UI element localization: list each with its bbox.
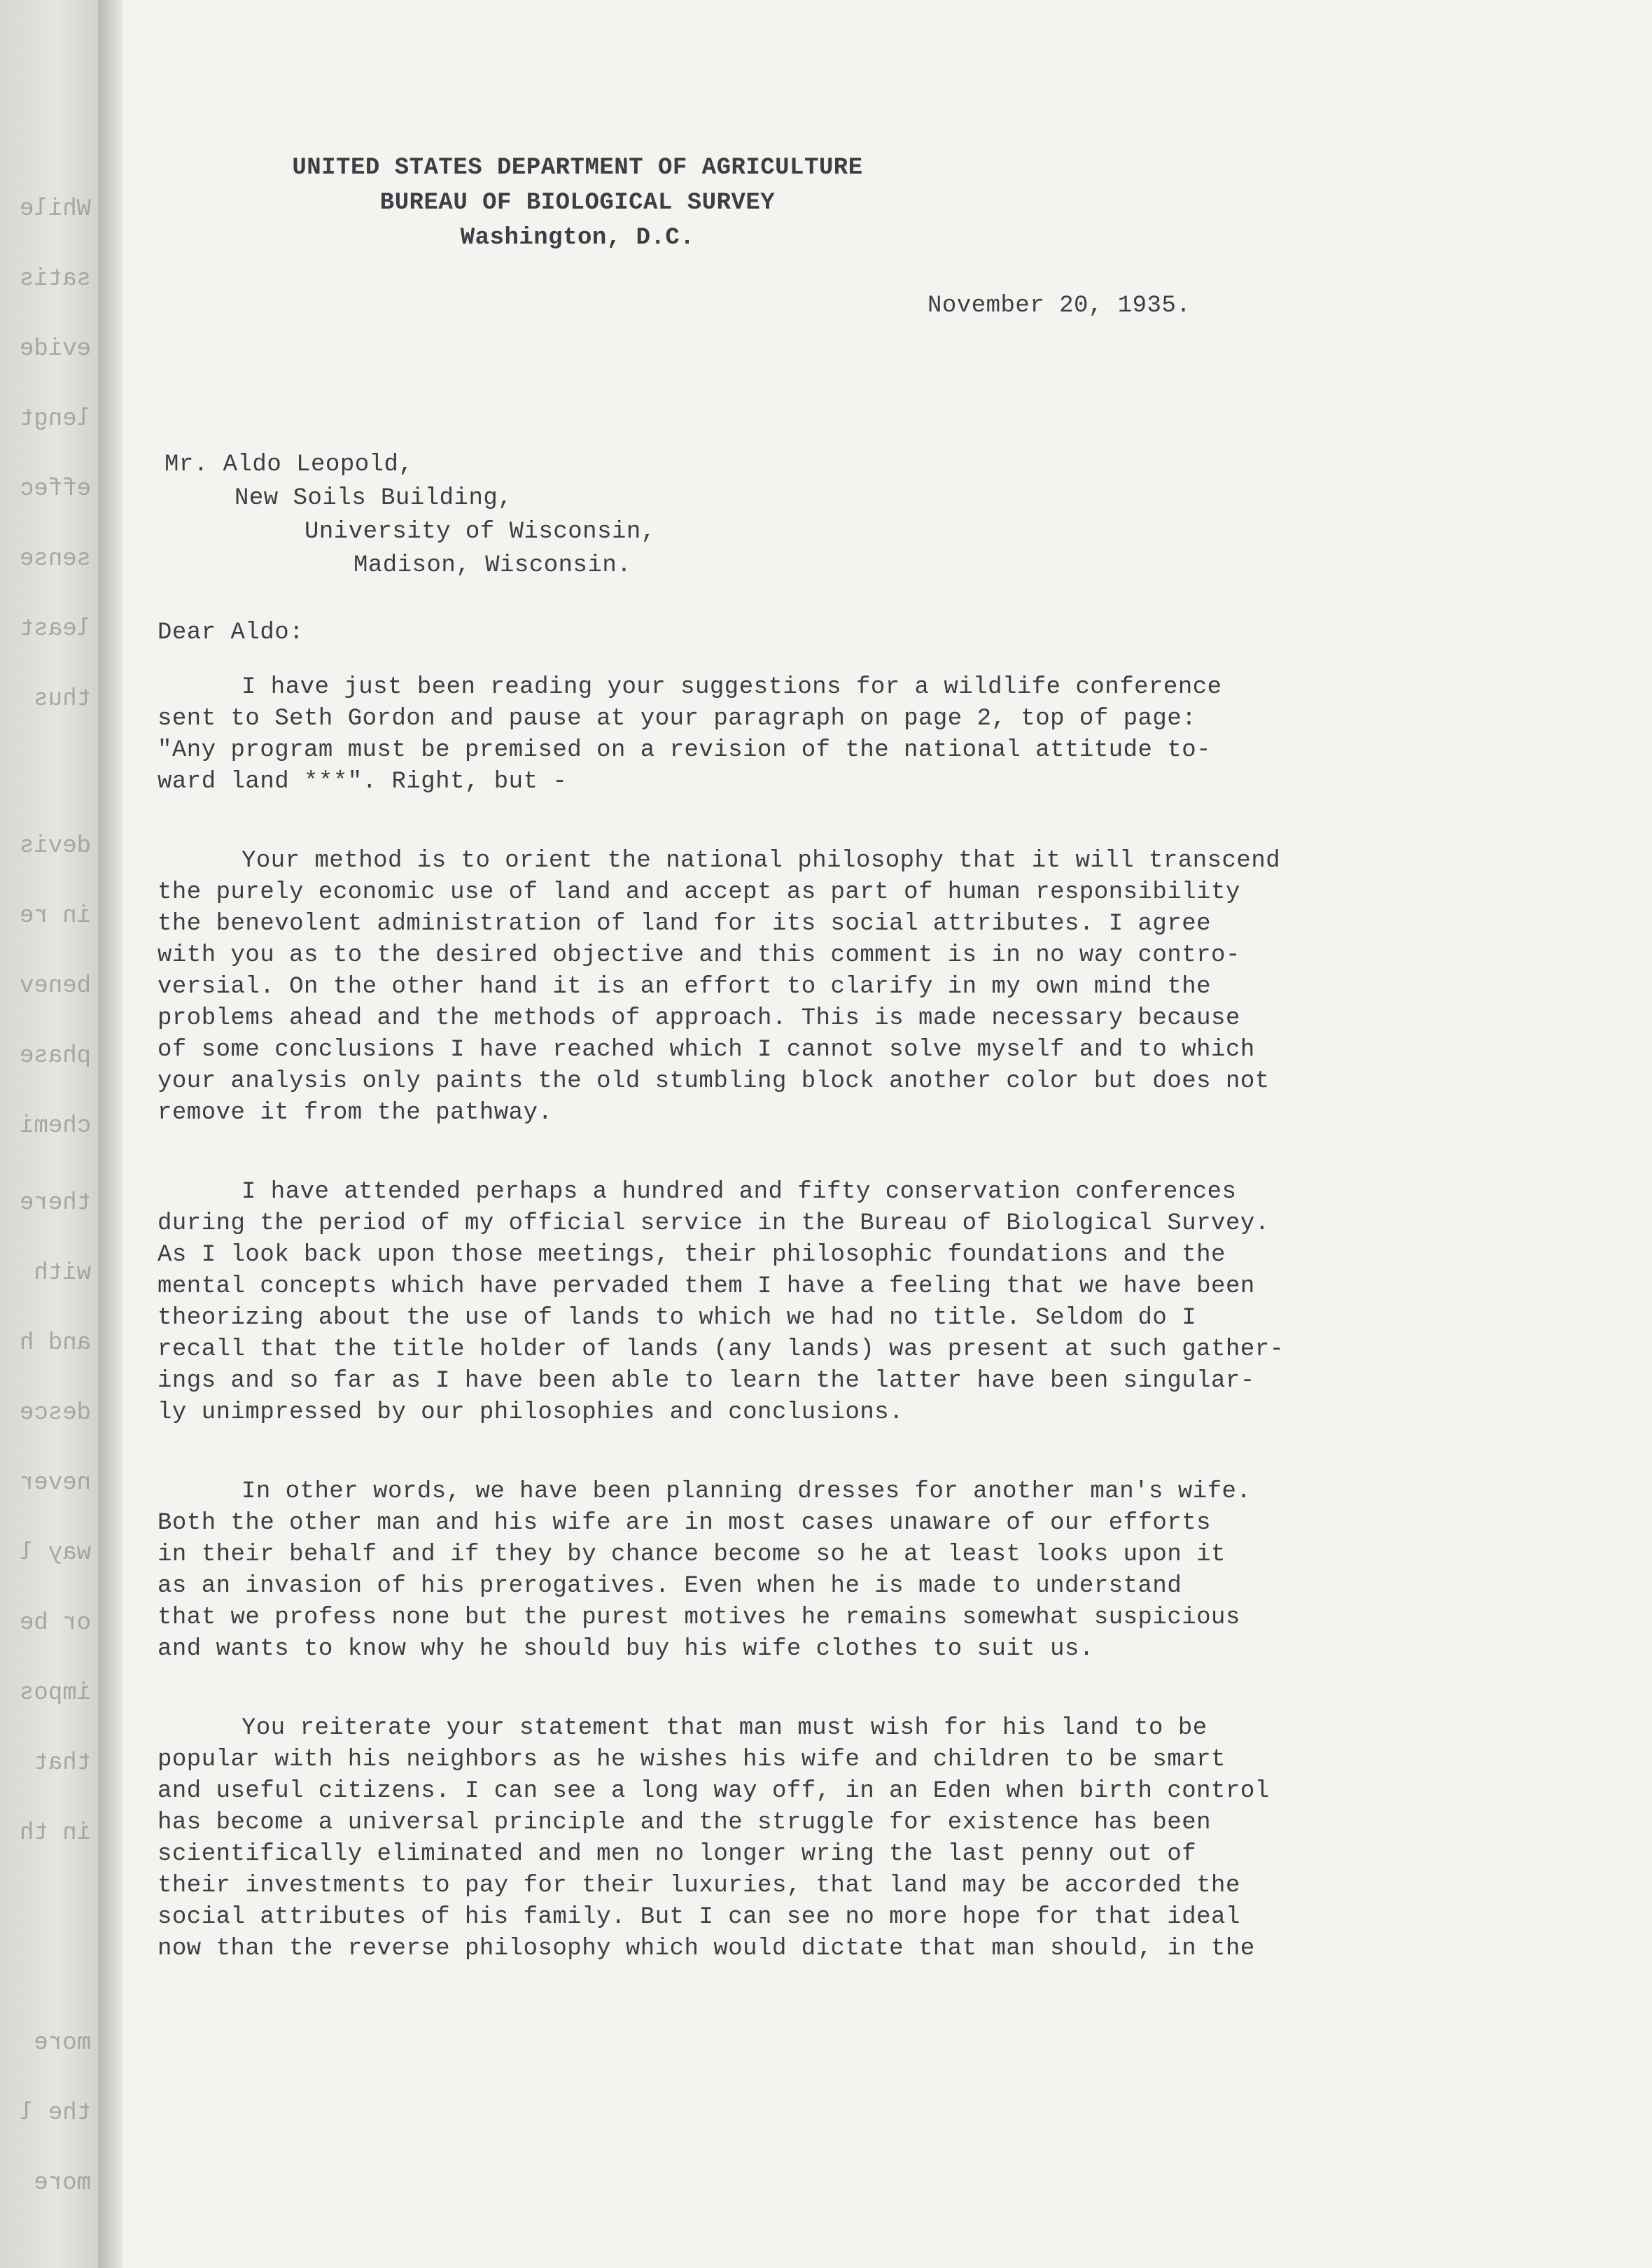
text-line: recall that the title holder of lands (any lands) was present at such gather- [158, 1336, 1284, 1363]
letterhead-city: Washington, D.C. [460, 225, 695, 251]
text-line: I have just been reading your suggestions for a wildlife conference [241, 674, 1222, 701]
recipient-name: Mr. Aldo Leopold, [164, 451, 414, 478]
bleed-through-word: way l [19, 1540, 91, 1567]
bleed-through-word: satis [19, 266, 91, 293]
paragraph [158, 672, 1544, 798]
bleed-through-word: lengt [19, 406, 91, 433]
bleed-through-word: there [19, 1190, 91, 1217]
bleed-through-word: never [19, 1470, 91, 1497]
text-line: Your method is to orient the national philosophy that it will transcend [241, 848, 1281, 874]
text-line: during the period of my official service in the Bureau of Biological Survey. [158, 1210, 1270, 1237]
bleed-through-word: sense [19, 546, 91, 573]
text-line: As I look back upon those meetings, their philosophic foundations and the [158, 1242, 1226, 1268]
text-line: theorizing about the use of lands to which we had no title. Seldom do I [158, 1305, 1197, 1331]
text-line: has become a universal principle and the struggle for existence has been [158, 1809, 1212, 1836]
bleed-through-word: evide [19, 336, 91, 363]
bleed-through-word: thus [34, 686, 91, 713]
letterhead [122, 150, 1032, 255]
text-line: I have attended perhaps a hundred and fifty conservation conferences [241, 1179, 1237, 1205]
text-line: your analysis only paints the old stumbling block another color but does not [158, 1068, 1270, 1095]
text-line: remove it from the pathway. [158, 1100, 553, 1126]
text-line: in their behalf and if they by chance become so he at least looks upon it [158, 1541, 1226, 1568]
recipient-institution: University of Wisconsin, [304, 519, 656, 545]
text-line: "Any program must be premised on a revision of the national attitude to- [158, 737, 1212, 764]
letter-body [158, 672, 1544, 2012]
text-line: versial. On the other hand it is an effort to clarify in my own mind the [158, 974, 1212, 1000]
book-gutter-shadow [98, 0, 126, 2268]
text-line: with you as to the desired objective and this comment is in no way contro- [158, 942, 1240, 969]
bleed-through-word: effec [19, 476, 91, 503]
bleed-through-word: in re [19, 903, 91, 930]
text-line: In other words, we have been planning dresses for another man's wife. [241, 1478, 1252, 1505]
letter-date: November 20, 1935. [927, 293, 1191, 319]
recipient-city: Madison, Wisconsin. [354, 552, 632, 579]
text-line: problems ahead and the methods of approach. This is made necessary because [158, 1005, 1240, 1032]
text-line: popular with his neighbors as he wishes his wife and children to be smart [158, 1746, 1226, 1773]
text-line: ings and so far as I have been able to learn the latter have been singular- [158, 1368, 1255, 1394]
bleed-through-word: the l [19, 2100, 91, 2127]
text-line: their investments to pay for their luxuries, that land may be accorded the [158, 1872, 1240, 1899]
paragraph [158, 1713, 1544, 1965]
text-line: ward land ***". Right, but - [158, 769, 568, 795]
bleed-through-word: that [34, 1750, 91, 1777]
bleed-through-word: more [34, 2170, 91, 2197]
letterhead-department: UNITED STATES DEPARTMENT OF AGRICULTURE [292, 155, 863, 181]
text-line: and useful citizens. I can see a long way off, in an Eden when birth control [158, 1778, 1270, 1805]
text-line: social attributes of his family. But I can see no more hope for that ideal [158, 1904, 1240, 1931]
text-line: the purely economic use of land and accept as part of human responsibility [158, 879, 1240, 906]
text-line: sent to Seth Gordon and pause at your paragraph on page 2, top of page: [158, 706, 1197, 732]
letterhead-bureau: BUREAU OF BIOLOGICAL SURVEY [379, 190, 776, 216]
text-line: You reiterate your statement that man must wish for his land to be [241, 1715, 1208, 1742]
bleed-through-word: with [34, 1260, 91, 1287]
recipient-building: New Soils Building, [234, 485, 513, 512]
text-line: now than the reverse philosophy which would dictate that man should, in the [158, 1935, 1255, 1962]
letter-page [122, 0, 1652, 2268]
text-line: that we profess none but the purest motives he remains somewhat suspicious [158, 1604, 1240, 1631]
text-line: Both the other man and his wife are in most cases unaware of our efforts [158, 1510, 1212, 1536]
bleed-through-word: phase [19, 1043, 91, 1070]
text-line: and wants to know why he should buy his wife clothes to suit us. [158, 1636, 1094, 1662]
text-line: scientifically eliminated and men no longer wring the last penny out of [158, 1841, 1197, 1868]
paragraph [158, 846, 1544, 1129]
bleed-through-word: desce [19, 1400, 91, 1427]
text-line: of some conclusions I have reached which I cannot solve myself and to which [158, 1037, 1255, 1063]
paragraph [158, 1476, 1544, 1665]
bleed-through-word: devis [19, 833, 91, 860]
bleed-through-word: benev [19, 973, 91, 1000]
bleed-through-word: more [34, 2030, 91, 2057]
text-line: mental concepts which have pervaded them I have a feeling that we have been [158, 1273, 1255, 1300]
bleed-through-word: impos [19, 1680, 91, 1707]
text-line: ly unimpressed by our philosophies and conclusions. [158, 1399, 904, 1426]
text-line: as an invasion of his prerogatives. Even when he is made to understand [158, 1573, 1182, 1600]
bleed-through-word: or be [19, 1610, 91, 1637]
recipient-address [164, 448, 656, 582]
salutation: Dear Aldo: [158, 620, 304, 646]
facing-page-edge [0, 0, 105, 2268]
bleed-through-word: chemi [19, 1113, 91, 1140]
paragraph [158, 1177, 1544, 1429]
bleed-through-word: and h [19, 1330, 91, 1357]
bleed-through-word: While [19, 196, 91, 223]
bleed-through-word: least [19, 616, 91, 643]
bleed-through-word: in th [19, 1820, 91, 1847]
text-line: the benevolent administration of land for its social attributes. I agree [158, 911, 1212, 937]
